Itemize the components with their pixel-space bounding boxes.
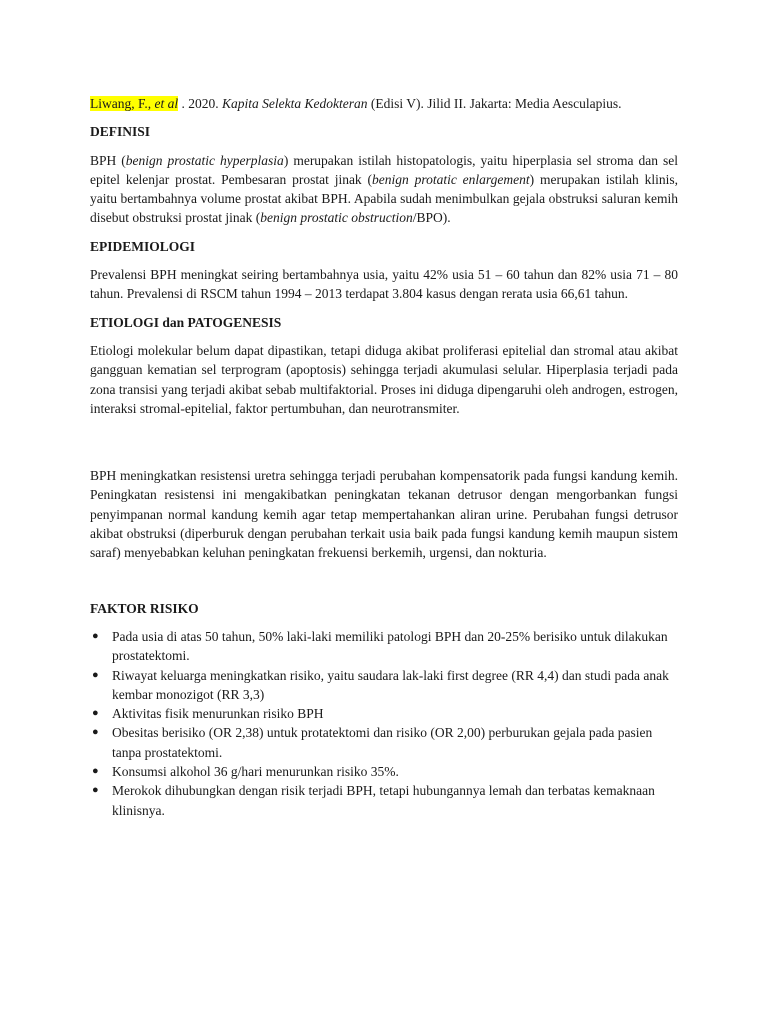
text-run: ) merupakan istilah histopatologis, yaitu hiperplasia sel stroma dan sel epitel kelenjar prostat. Pembesaran prostat jinak ( — [90, 152, 678, 187]
list-item — [90, 704, 678, 723]
citation-rest: (Edisi V). Jilid II. Jakarta: Media Aesculapius. — [370, 96, 622, 111]
list-item — [90, 781, 678, 820]
list-item — [90, 627, 678, 666]
faktor-risiko-list — [90, 627, 678, 820]
heading-epidemiologi: EPIDEMIOLOGI — [90, 238, 196, 254]
bullet-icon: ● — [92, 784, 99, 797]
bullet-icon: ● — [92, 629, 99, 642]
list-item-text: Aktivitas fisik menurunkan risiko BPH — [112, 706, 324, 722]
list-item — [90, 762, 678, 781]
text-run: BPH ( — [90, 152, 126, 168]
heading-faktor-risiko: FAKTOR RISIKO — [90, 600, 199, 616]
document-content — [90, 94, 678, 820]
text-run: /BPO). — [412, 210, 451, 226]
list-item — [90, 666, 678, 705]
citation-et-al: et al — [154, 96, 179, 111]
heading-definisi: DEFINISI — [90, 124, 151, 140]
list-item-text: Merokok dihubungkan dengan risik terjadi BPH, tetapi hubungannya lemah dan terbatas kemaknaan klinisnya. — [112, 783, 655, 818]
term-bph: benign prostatic hyperplasia — [125, 152, 284, 168]
definisi-paragraph — [90, 151, 678, 228]
etiologi-paragraph-1: Etiologi molekular belum dapat dipastikan, tetapi diduga akibat proliferasi epitelial dan stromal atau akibat gangguan kematian sel terprogram (apoptosis) sehingga terjadi akumulasi selular. Hiperplasia terjadi pada zona transisi yang terjadi akibat sebab multifaktorial. Proses ini diduga dipengaruhi oleh androgen, estrogen, interaksi stromal-epitelial, faktor pertumbuhan, dan neurotransmiter. — [90, 342, 678, 416]
etiologi-paragraph-2: BPH meningkatkan resistensi uretra sehingga terjadi perubahan kompensatorik pada fungsi kandung kemih. Peningkatan resistensi ini mengakibatkan peningkatan tekanan detrusor dengan mengorbankan fungsi penyimpanan normal kandung kemih agar tetap mempertahankan aliran urine. Perubahan fungsi detrusor akibat obstruksi (diperburuk dengan perubahan terkait usia baik pada fungsi kandung kemih maupun sistem saraf) menyebabkan keluhan peningkatan frekuensi berkemih, urgensi, dan nokturia. — [90, 468, 678, 561]
list-item — [90, 723, 678, 762]
list-item-text: Obesitas berisiko (OR 2,38) untuk protatektomi dan risiko (OR 2,00) perburukan gejala pada pasien tanpa prostatektomi. — [112, 725, 653, 760]
list-item-text: Pada usia di atas 50 tahun, 50% laki-laki memiliki patologi BPH dan 20-25% berisiko untuk dilakukan prostatektomi. — [112, 628, 668, 664]
list-item-text: Konsumsi alkohol 36 g/hari menurunkan risiko 35%. — [112, 764, 399, 780]
term-obstruction: benign prostatic obstruction — [260, 210, 413, 226]
epidemiologi-paragraph: Prevalensi BPH meningkat seiring bertambahnya usia, yaitu 42% usia 51 – 60 tahun dan 82% usia 71 – 80 tahun. Prevalensi di RSCM tahun 1994 – 2013 terdapat 3.804 kasus dengan rerata usia 66,61 tahun. — [90, 267, 678, 302]
bullet-icon: ● — [92, 707, 99, 720]
bullet-icon: ● — [92, 668, 99, 681]
citation-authors: Liwang, F., — [90, 96, 152, 111]
heading-etiologi: ETIOLOGI dan PATOGENESIS — [90, 314, 282, 330]
term-enlargement: benign protatic enlargement — [372, 171, 530, 187]
citation-title: Kapita Selekta Kedokteran — [222, 96, 368, 111]
citation — [90, 94, 678, 113]
list-item-text: Riwayat keluarga meningkatkan risiko, yaitu saudara lak-laki first degree (RR 4,4) dan studi pada anak kembar monozigot (RR 3,3) — [112, 667, 669, 702]
citation-year: . 2020. — [181, 96, 219, 111]
bullet-icon: ● — [92, 765, 99, 778]
text-run: ) merupakan istilah klinis, yaitu bertambahnya volume prostat akibat BPH. Apabila sudah menimbulkan gejala obstruksi saluran kemih disebut obstruksi prostat jinak ( — [90, 171, 678, 226]
bullet-icon: ● — [92, 726, 99, 739]
